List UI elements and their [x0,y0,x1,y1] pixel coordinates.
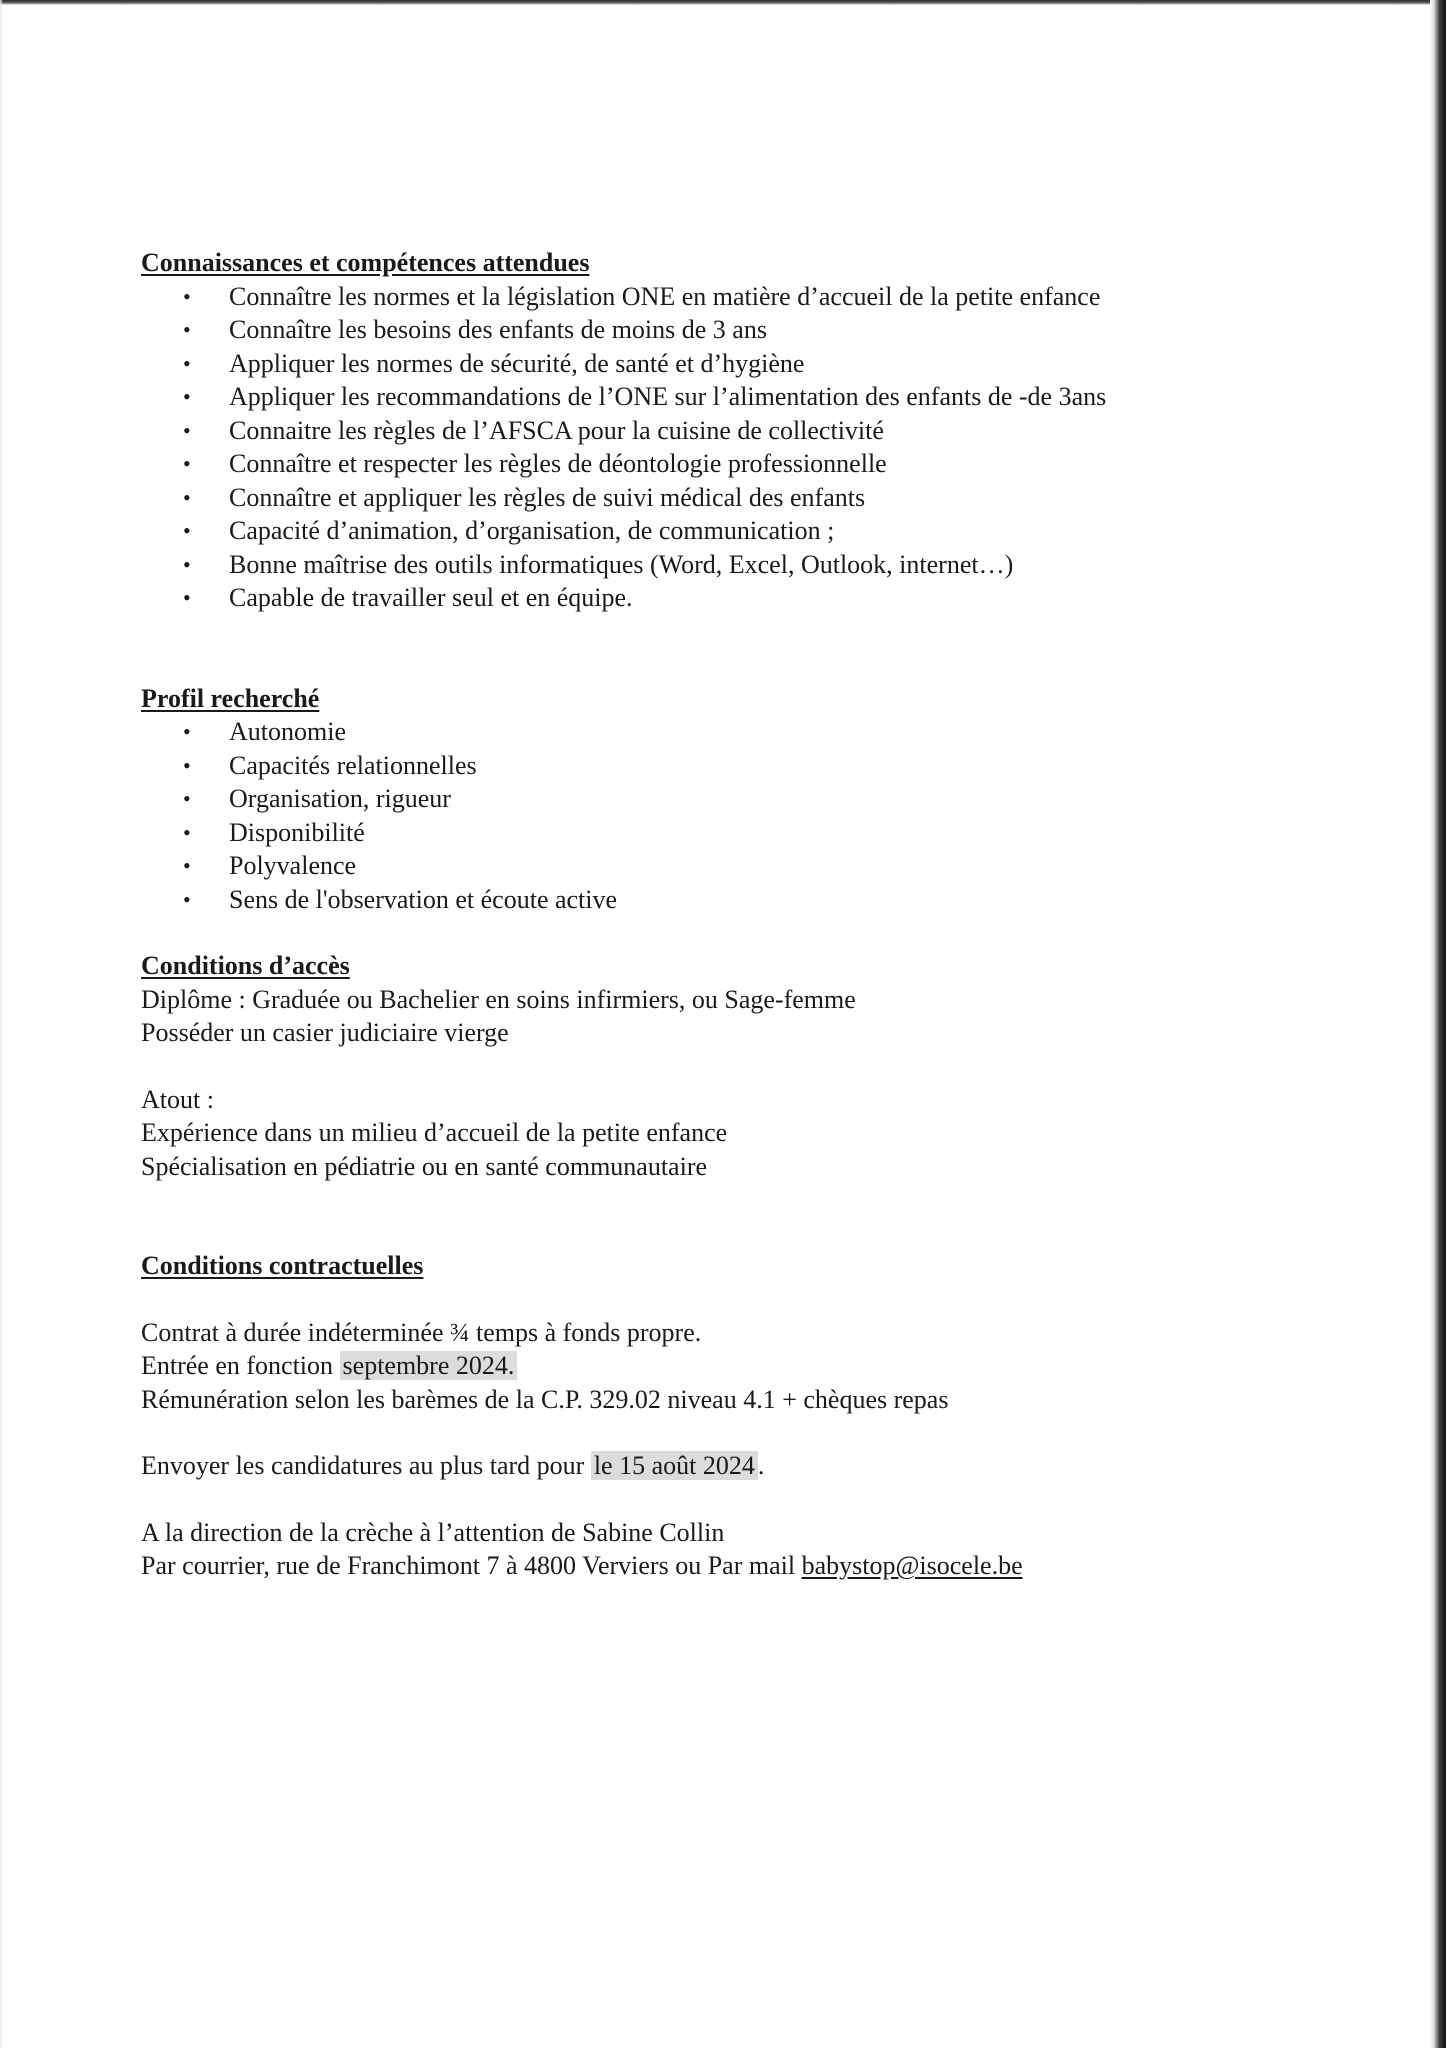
section-heading-competences: Connaissances et compétences attendues [141,248,590,277]
list-item: • Connaître et respecter les règles de déontologie professionnelle [141,447,1341,481]
list-item: • Capacités relationnelles [141,749,1341,783]
document-body [141,246,1341,1583]
remuneration-line: Rémunération selon les barèmes de la C.P. 329.02 niveau 4.1 + chèques repas [141,1384,949,1414]
entree-line [141,1349,1341,1383]
list-item: • Connaître les normes et la législation ONE en matière d’accueil de la petite enfance [141,280,1341,314]
section-heading-contrat: Conditions contractuelles [141,1251,424,1280]
courrier-line [141,1549,1341,1583]
scan-edge-right [1430,0,1446,2048]
list-item: • Sens de l'observation et écoute active [141,883,1341,917]
candidature-date: le 15 août 2024 [591,1451,758,1480]
list-item: • Capable de travailler seul et en équipe. [141,581,1341,615]
list-item: • Autonomie [141,715,1341,749]
list-item: • Disponibilité [141,816,1341,850]
list-item: • Connaître et appliquer les règles de suivi médical des enfants [141,481,1341,515]
list-item: • Bonne maîtrise des outils informatiques (Word, Excel, Outlook, internet…) [141,548,1341,582]
entree-date: septembre 2024. [340,1351,518,1380]
candidature-prefix: Envoyer les candidatures au plus tard pour [141,1451,585,1480]
section-heading-profil: Profil recherché [141,683,320,713]
entree-label: Entrée en fonction [141,1351,334,1380]
list-item: • Appliquer les recommandations de l’ONE sur l’alimentation des enfants de -de 3ans [141,380,1341,414]
contrat-line: Contrat à durée indéterminée ¾ temps à fonds propre. [141,1317,702,1347]
section-heading-acces: Conditions d’accès [141,951,350,980]
section-contrat [141,1249,1341,1583]
scan-edge-top [0,0,1446,5]
competences-list [141,280,1341,615]
list-item: • Connaitre les règles de l’AFSCA pour la cuisine de collectivité [141,414,1341,448]
candidature-line [141,1449,1341,1483]
atout-line: Expérience dans un milieu d’accueil de la petite enfance [141,1118,728,1147]
email-link[interactable]: babystop@isocele.be [801,1551,1023,1580]
section-profil [141,682,1341,917]
courrier-prefix: Par courrier, rue de Franchimont 7 à 4800 Verviers ou Par mail [141,1551,796,1580]
section-acces [141,949,1341,1183]
profil-list [141,715,1341,916]
scan-edge-left [0,0,3,2048]
casier-line: Posséder un casier judiciaire vierge [141,1018,509,1047]
list-item: • Connaître les besoins des enfants de moins de 3 ans [141,313,1341,347]
candidature-suffix: . [757,1451,765,1480]
direction-line: A la direction de la crèche à l’attention de Sabine Collin [141,1517,725,1547]
atout-label: Atout : [141,1084,214,1114]
section-competences [141,246,1341,615]
list-item: • Capacité d’animation, d’organisation, de communication ; [141,514,1341,548]
list-item: • Organisation, rigueur [141,782,1341,816]
atout-line: Spécialisation en pédiatrie ou en santé communautaire [141,1151,708,1181]
diplome-line: Diplôme : Graduée ou Bachelier en soins infirmiers, ou Sage-femme [141,984,856,1014]
list-item: • Appliquer les normes de sécurité, de santé et d’hygiène [141,347,1341,381]
list-item: • Polyvalence [141,849,1341,883]
